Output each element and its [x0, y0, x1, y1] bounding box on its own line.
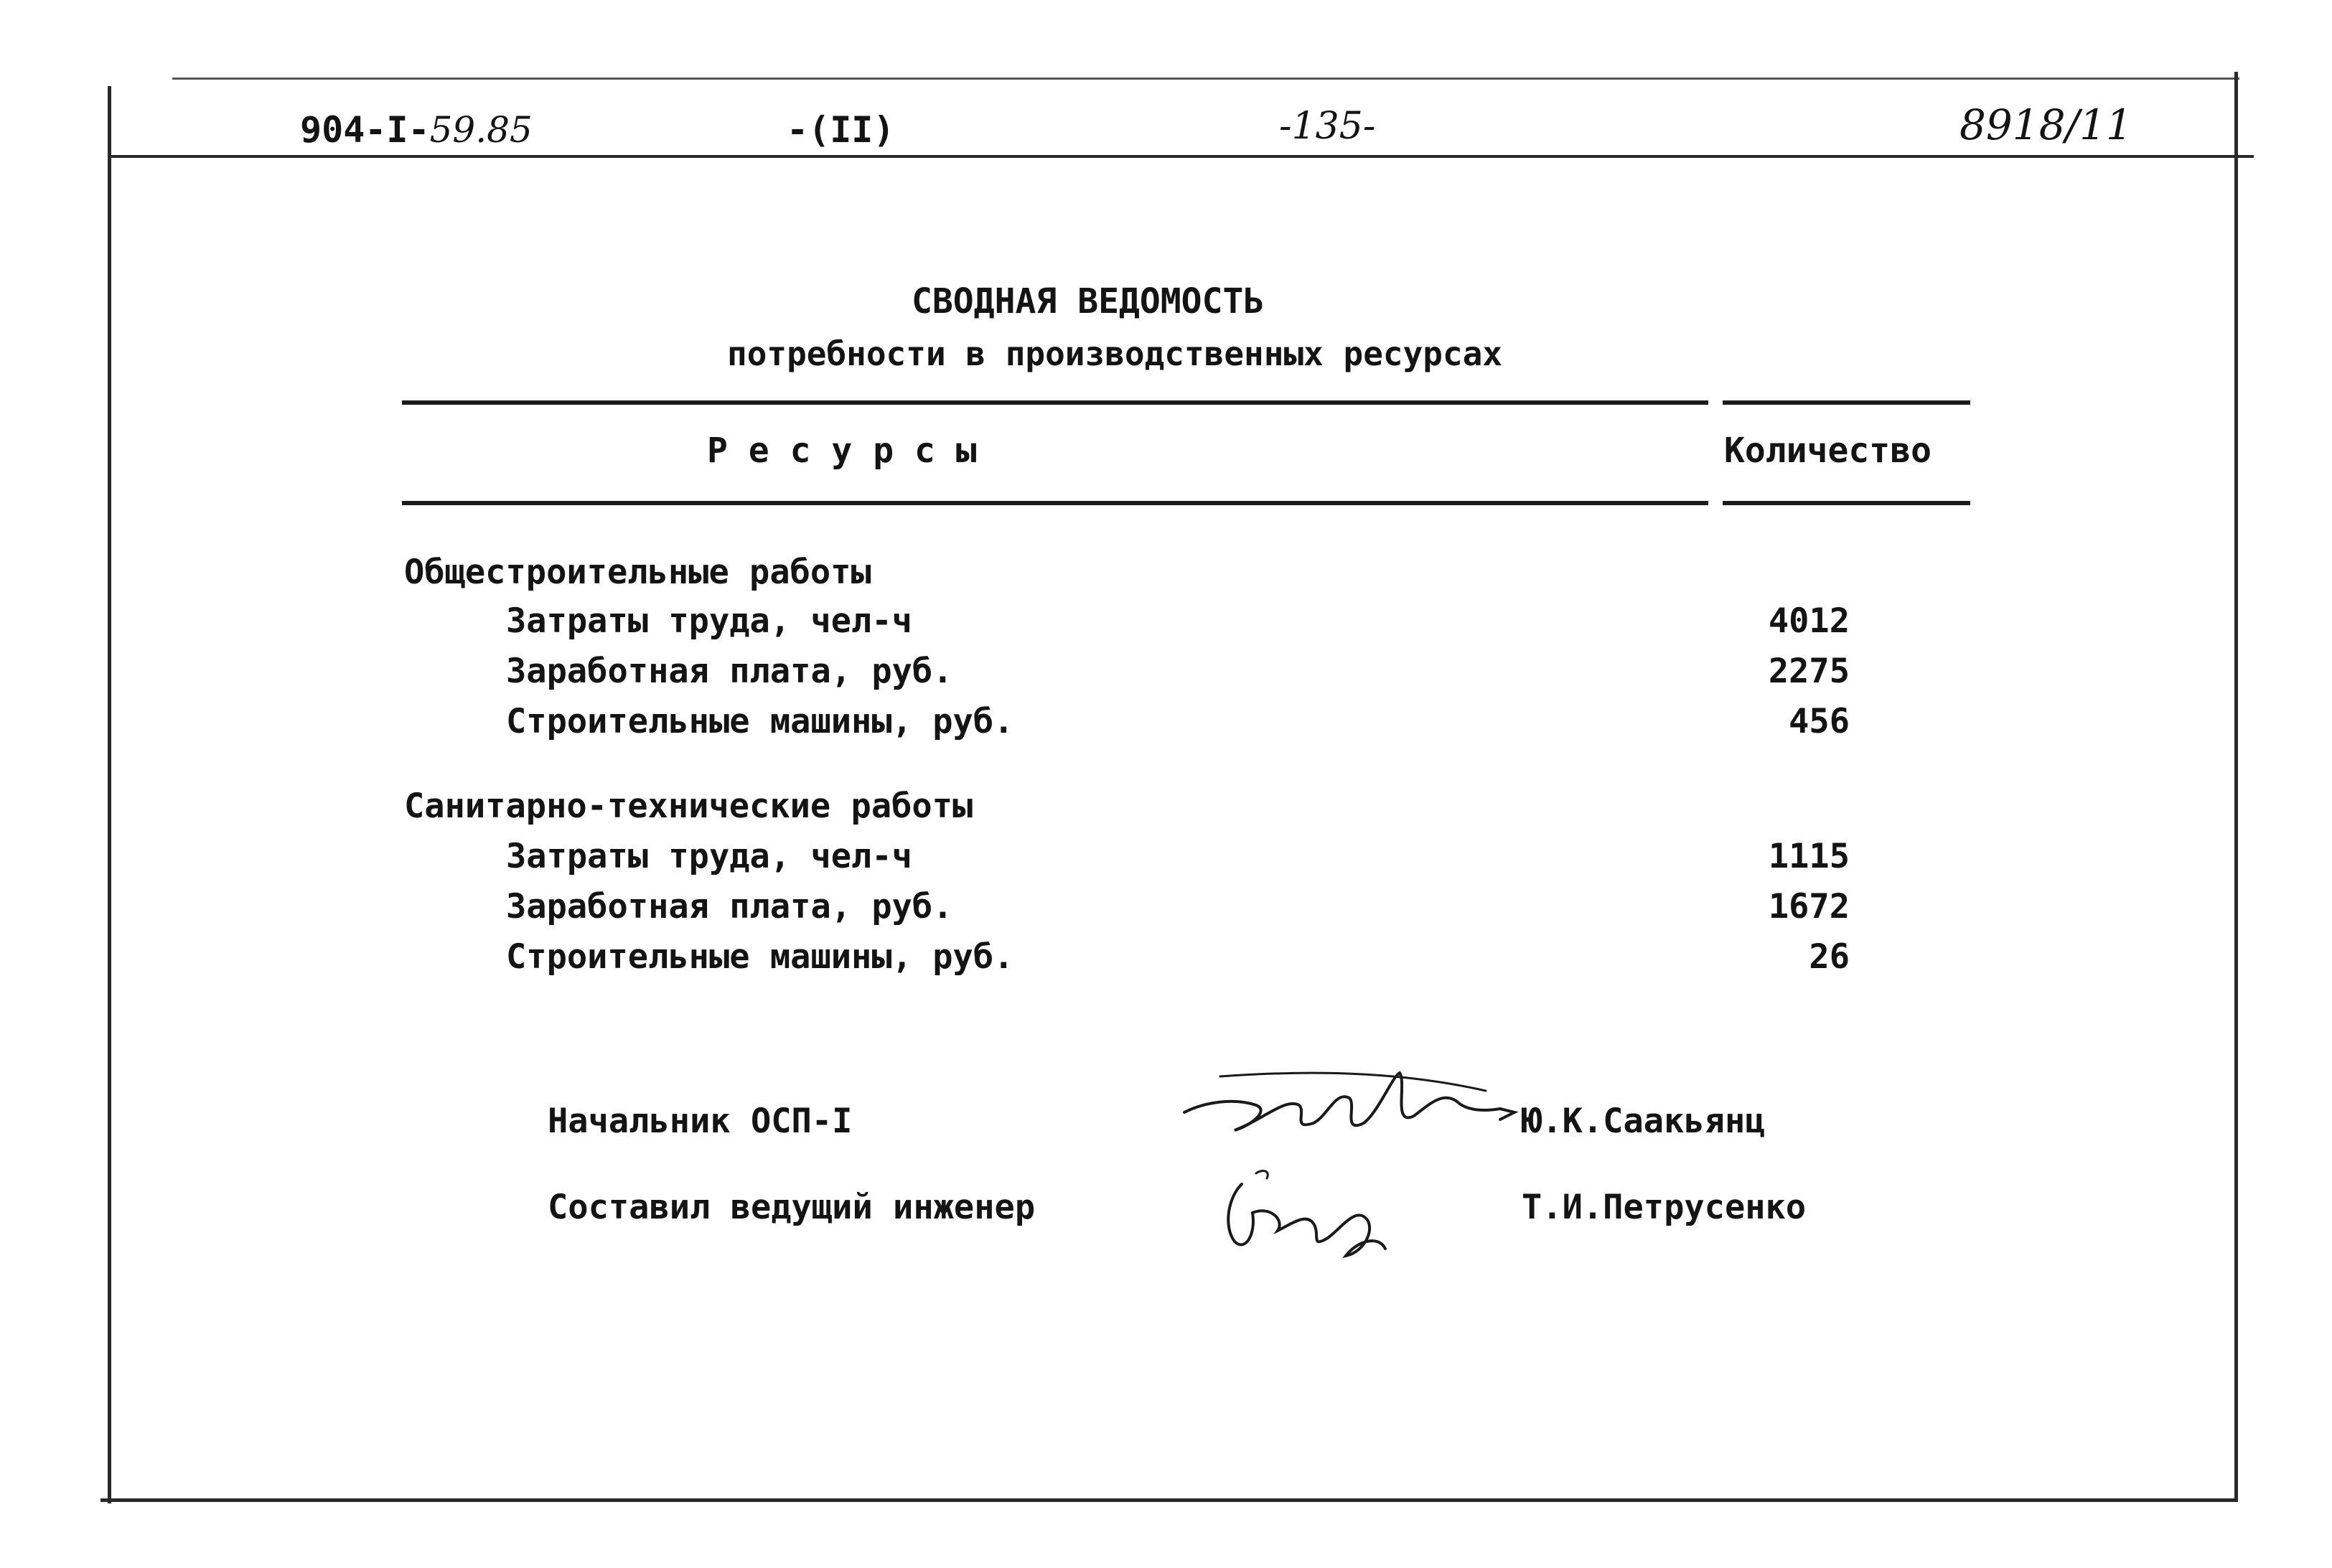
- frame-header-rule: [108, 155, 2254, 158]
- page-number: -135-: [1279, 105, 1376, 148]
- section-heading: Общестроительные работы: [404, 553, 871, 592]
- column-header-quantity: Количество: [1724, 431, 1931, 471]
- signature-scribble: [1213, 1163, 1400, 1270]
- column-header-resources: Р е с у р с ы: [707, 431, 977, 471]
- doc-code: [300, 109, 533, 151]
- table-row-value: 1672: [1768, 887, 1850, 926]
- frame-top-border: [172, 78, 2239, 80]
- signatory-name: Ю.К.Саакьянц: [1522, 1102, 1766, 1141]
- page-subtitle: потребности в производственных ресурсах: [727, 334, 1503, 373]
- table-row-value: 26: [1809, 937, 1850, 977]
- table-row-value: 456: [1789, 702, 1850, 741]
- table-row-label: Затраты труда, чел-ч: [506, 837, 912, 876]
- doc-code-handwritten: 59.85: [429, 109, 533, 151]
- frame-bottom-border: [100, 1498, 2238, 1502]
- table-top-rule-right: [1723, 400, 1970, 405]
- table-row-value: 1115: [1768, 837, 1850, 876]
- signatory-name: Т.И.Петрусенко: [1522, 1188, 1807, 1227]
- doc-part: -(II): [787, 109, 895, 151]
- table-top-rule-left: [402, 400, 1708, 405]
- table-row-label: Заработная плата, руб.: [506, 652, 953, 691]
- page-title: СВОДНАЯ ВЕДОМОСТЬ: [912, 281, 1265, 321]
- table-row-label: Заработная плата, руб.: [506, 887, 953, 926]
- frame-left-border: [108, 86, 111, 1503]
- table-header-rule-left: [402, 501, 1708, 505]
- doc-code-prefix: 904-I-: [300, 109, 430, 151]
- table-row-label: Строительные машины, руб.: [506, 937, 1014, 977]
- signature-scribble: [1177, 1062, 1522, 1163]
- table-row-value: 2275: [1768, 652, 1850, 691]
- signatory-role: Начальник ОСП-I: [548, 1102, 853, 1141]
- section-heading: Санитарно-технические работы: [404, 787, 973, 826]
- table-row-label: Строительные машины, руб.: [506, 702, 1014, 741]
- table-row-value: 4012: [1768, 601, 1850, 641]
- signatory-role: Составил ведущий инженер: [548, 1188, 1036, 1227]
- table-header-rule-right: [1723, 501, 1970, 505]
- frame-right-border: [2234, 72, 2238, 1500]
- sheet-ref: 8918/11: [1959, 100, 2132, 149]
- table-row-label: Затраты труда, чел-ч: [506, 601, 912, 641]
